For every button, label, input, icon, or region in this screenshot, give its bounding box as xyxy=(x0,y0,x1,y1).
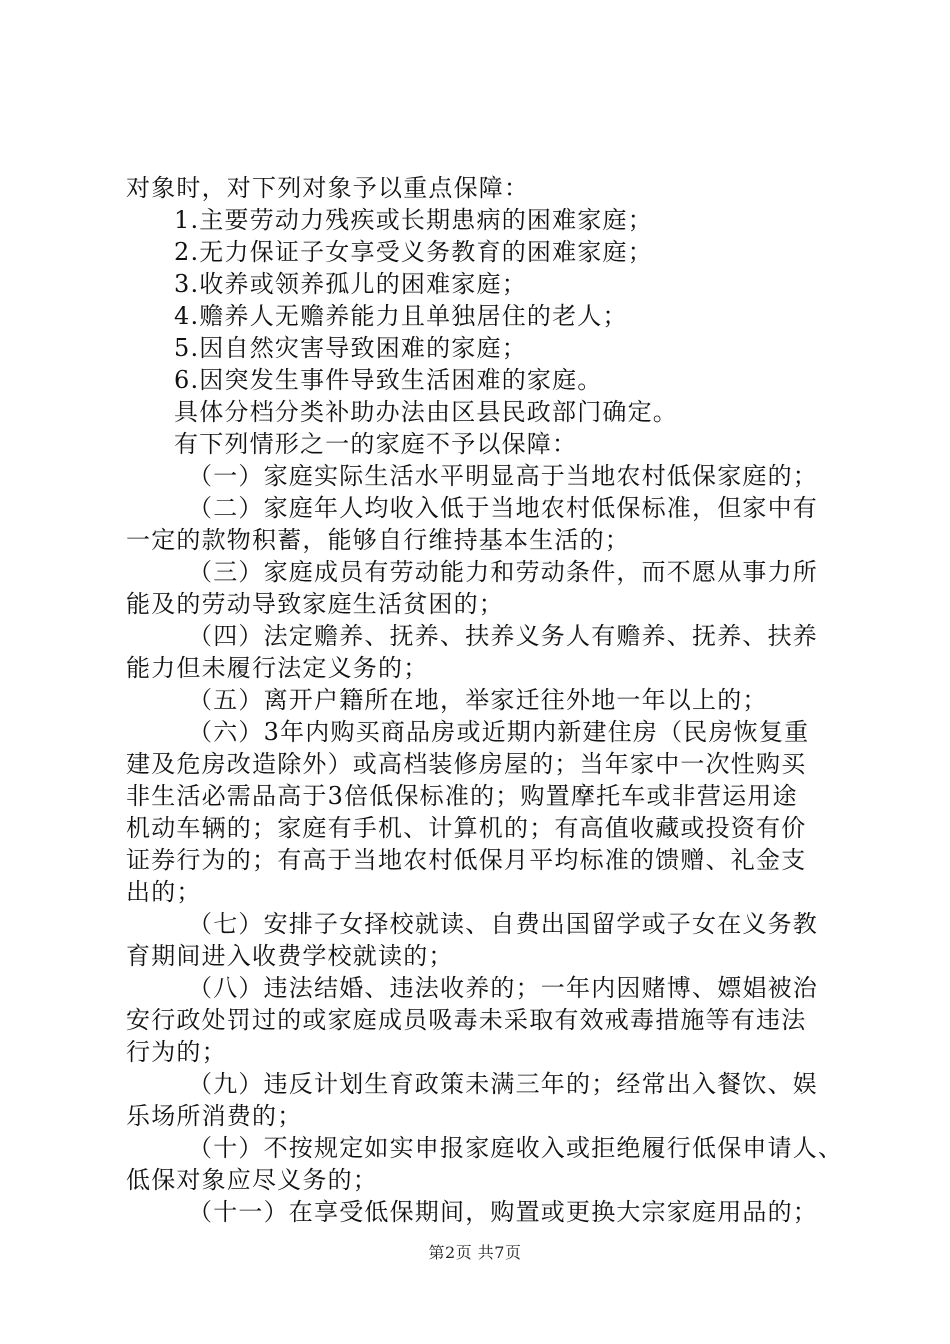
continuation-line: 乐场所消费的； xyxy=(126,1102,303,1130)
continuation-line: 育期间进入收费学校就读的； xyxy=(126,942,454,970)
list-item: 5.因自然灾害导致困难的家庭； xyxy=(174,334,527,362)
continuation-line: 能及的劳动导致家庭生活贫困的； xyxy=(126,590,504,618)
continuation-line: 低保对象应尽义务的； xyxy=(126,1166,378,1194)
clause-line: （七）安排子女择校就读、自费出国留学或子女在义务教 xyxy=(188,910,818,938)
list-item: 4.赡养人无赡养能力且单独居住的老人； xyxy=(174,302,628,330)
continuation-line: 建及危房改造除外）或高档装修房屋的；当年家中一次性购买 xyxy=(126,750,807,778)
paragraph-line: 具体分档分类补助办法由区县民政部门确定。 xyxy=(174,398,678,426)
clause-line: （八）违法结婚、违法收养的；一年内因赌博、嫖娼被治 xyxy=(188,974,818,1002)
clause-line: （六）3年内购买商品房或近期内新建住房（民房恢复重 xyxy=(188,718,810,746)
continuation-line: 行为的； xyxy=(126,1038,227,1066)
list-item: 1.主要劳动力残疾或长期患病的困难家庭； xyxy=(174,206,653,234)
page-footer xyxy=(0,1243,950,1263)
clause-line: （十一）在享受低保期间，购置或更换大宗家庭用品的； xyxy=(188,1198,818,1226)
list-item: 6.因突发生事件导致生活困难的家庭。 xyxy=(174,366,603,394)
paragraph-line: 有下列情形之一的家庭不予以保障： xyxy=(174,430,578,458)
list-item: 2.无力保证子女享受义务教育的困难家庭； xyxy=(174,238,653,266)
clause-line: （五）离开户籍所在地，举家迁往外地一年以上的； xyxy=(188,686,768,714)
continuation-line: 出的； xyxy=(126,878,202,906)
list-item: 3.收养或领养孤儿的困难家庭； xyxy=(174,270,527,298)
clause-line: （四）法定赡养、抚养、扶养义务人有赡养、抚养、扶养 xyxy=(188,622,818,650)
continuation-line: 一定的款物积蓄，能够自行维持基本生活的； xyxy=(126,526,630,554)
page-indicator: 第2页 共7页 xyxy=(428,1243,522,1262)
clause-line: （九）违反计划生育政策未满三年的；经常出入餐饮、娱 xyxy=(188,1070,818,1098)
clause-line: （三）家庭成员有劳动能力和劳动条件，而不愿从事力所 xyxy=(188,558,818,586)
document-body xyxy=(126,172,844,1228)
continuation-line: 能力但未履行法定义务的； xyxy=(126,654,429,682)
clause-line: （一）家庭实际生活水平明显高于当地农村低保家庭的； xyxy=(188,462,818,490)
continuation-line: 安行政处罚过的或家庭成员吸毒未采取有效戒毒措施等有违法 xyxy=(126,1006,807,1034)
clause-line: （十）不按规定如实申报家庭收入或拒绝履行低保申请人、 xyxy=(188,1134,844,1162)
continuation-line: 证券行为的；有高于当地农村低保月平均标准的馈赠、礼金支 xyxy=(126,846,807,874)
continuation-line: 非生活必需品高于3倍低保标准的；购置摩托车或非营运用途 xyxy=(126,782,798,810)
text-line: 对象时，对下列对象予以重点保障： xyxy=(126,174,530,202)
clause-line: （二）家庭年人均收入低于当地农村低保标准，但家中有 xyxy=(188,494,818,522)
continuation-line: 机动车辆的；家庭有手机、计算机的；有高值收藏或投资有价 xyxy=(126,814,807,842)
